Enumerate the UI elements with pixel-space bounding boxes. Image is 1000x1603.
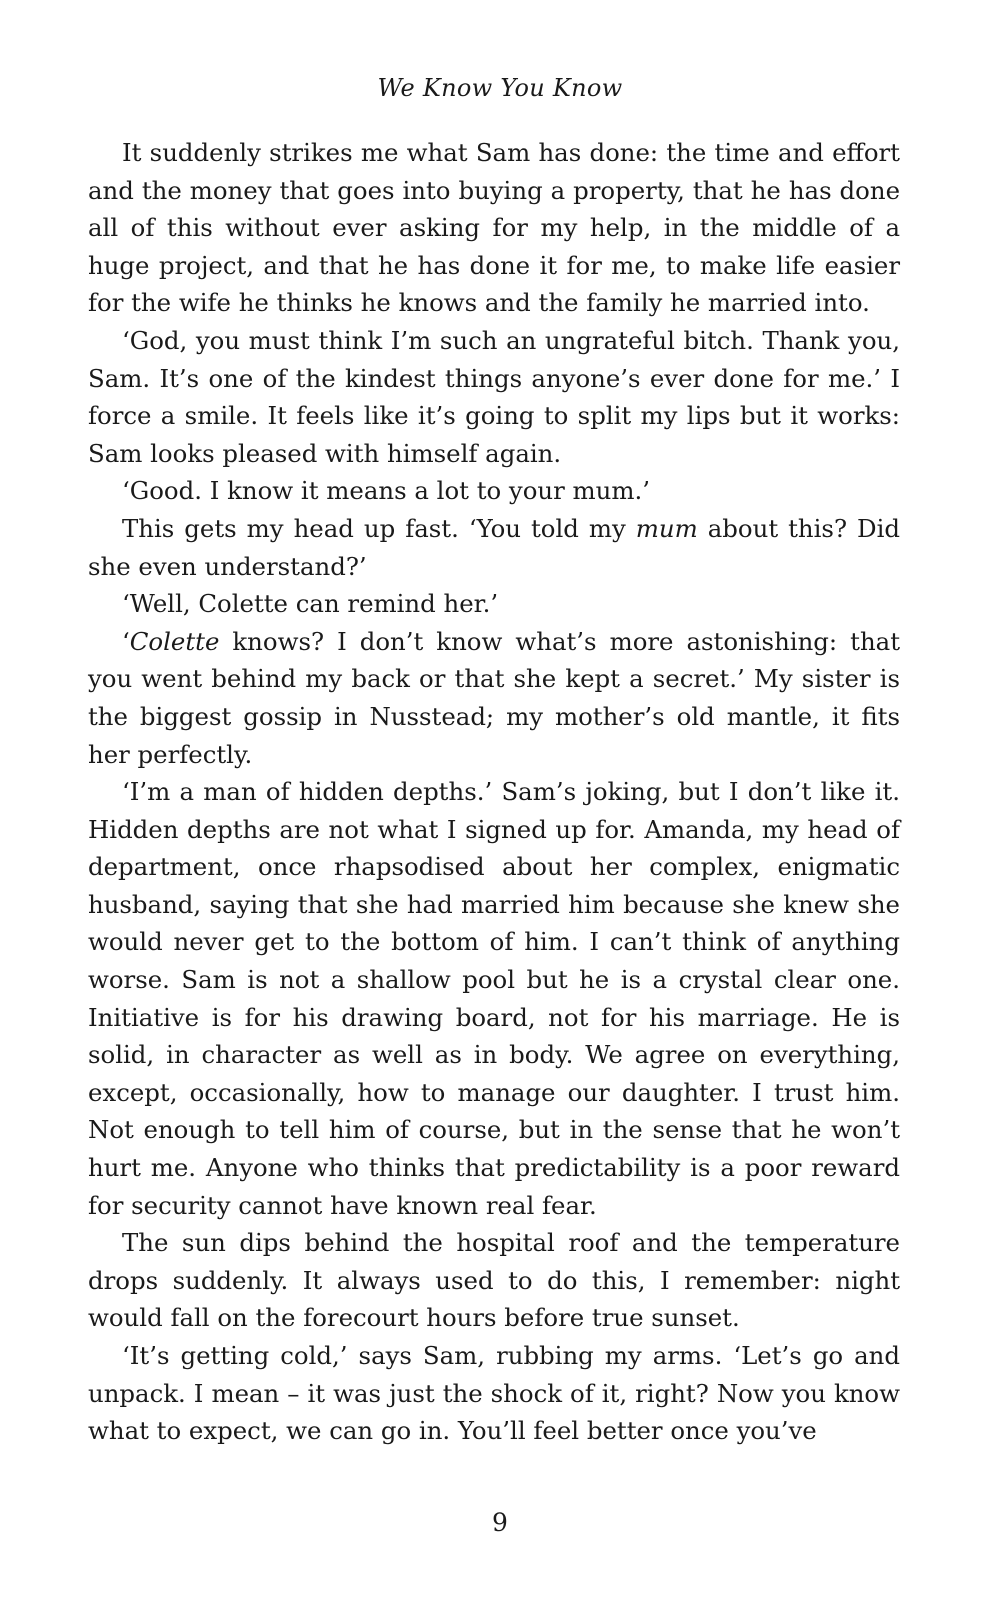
paragraph-6 xyxy=(88,623,900,773)
text-segment: ‘Good. I know it means a lot to your mum.’ xyxy=(122,476,650,506)
paragraph-2 xyxy=(88,322,900,472)
emphasis-mum: mum xyxy=(635,513,698,543)
paragraph-8 xyxy=(88,1224,900,1337)
text-segment: ‘It’s getting cold,’ says Sam, rubbing my arms. ‘Let’s go and unpack. I mean – it was just the shock of it, right? Now you know what to expect, we can go in. You’ll feel better once you’ve xyxy=(88,1341,900,1446)
text-segment: This gets my head up fast. ‘You told my xyxy=(122,513,636,543)
emphasis-colette: Colette xyxy=(129,626,220,656)
text-segment: knows? I don’t know what’s more astonishing: that you went behind my back or that she kept a secret.’ My sister is the biggest gossip in Nusstead; my mother’s old mantle, it fits her perfectly. xyxy=(88,626,900,769)
body-text xyxy=(88,134,900,1450)
paragraph-1 xyxy=(88,134,900,322)
text-segment: ‘I’m a man of hidden depths.’ Sam’s joking, but I don’t like it. Hidden depths are not what I signed up for. Amanda, my head of department, once rhapsodised about her complex, enigmatic husband, saying that she had married him because she knew she would never get to the bottom of him. I can’t think of anything worse. Sam is not a shallow pool but he is a crystal clear one. Initiative is for his drawing board, not for his marriage. He is solid, in character as well as in body. We agree on everything, except, occasionally, how to manage our daughter. I trust him. Not enough to tell him of course, but in the sense that he won’t hurt me. Anyone who thinks that predictability is a poor reward for security cannot have known real fear. xyxy=(88,777,900,1220)
text-segment: ‘God, you must think I’m such an ungrateful bitch. Thank you, Sam. It’s one of the kindest things anyone’s ever done for me.’ I force a smile. It feels like it’s going to split my lips but it works: Sam looks pleased with himself again. xyxy=(88,325,900,468)
running-header: We Know You Know xyxy=(377,74,623,102)
text-segment: It suddenly strikes me what Sam has done: the time and effort and the money that goes into buying a property, that he has done all of this without ever asking for my help, in the middle of a huge project, and that he has done it for me, to make life easier for the wife he thinks he knows and the family he married into. xyxy=(88,138,900,318)
text-segment: The sun dips behind the hospital roof and the temperature drops suddenly. It always used to do this, I remember: night would fall on the forecourt hours before true sunset. xyxy=(88,1228,900,1333)
paragraph-3 xyxy=(88,472,900,510)
paragraph-9 xyxy=(88,1337,900,1450)
paragraph-5 xyxy=(88,585,900,623)
paragraph-7 xyxy=(88,773,900,1224)
text-segment: ‘Well, Colette can remind her.’ xyxy=(122,589,499,619)
paragraph-4 xyxy=(88,510,900,585)
text-segment: ‘ xyxy=(122,626,130,656)
page-number: 9 xyxy=(492,1508,508,1537)
text-segment: about this? Did she even understand?’ xyxy=(88,513,900,581)
